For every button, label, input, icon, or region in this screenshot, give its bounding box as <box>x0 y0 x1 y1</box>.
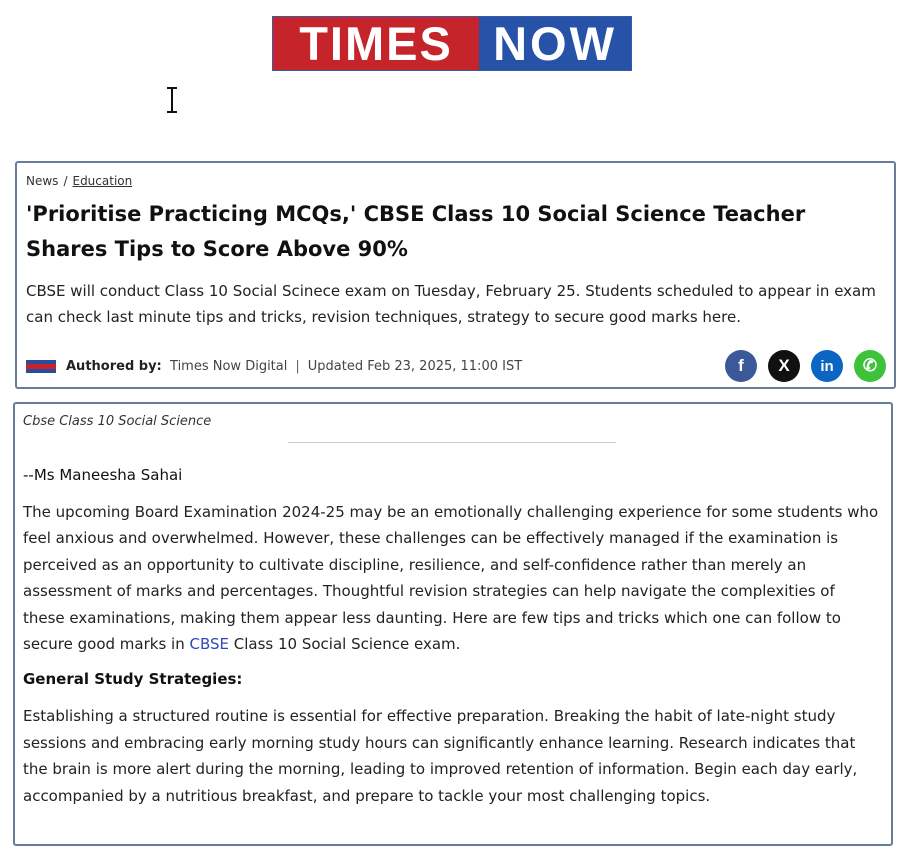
linkedin-icon: in <box>820 357 834 375</box>
para1-text-before: The upcoming Board Examination 2024-25 may be an emotionally challenging experience for some students who feel anxious and overwhelmed. However, these challenges can be effectively managed if the examination is perceived as an opportunity to cultivate discipline, resilience, and self-confidence rather than merely an assessment of marks and percentages. Thoughtful revision strategies can help navigate the complexities of these examinations, making them appear less daunting. Here are few tips and tricks which one can follow to secure good marks in <box>23 503 879 654</box>
linkedin-share-button[interactable] <box>811 350 843 382</box>
body-paragraph-2: Establishing a structured routine is essential for effective preparation. Breaking the habit of late-night study sessions and embracing early morning study hours can significantly enhance learning. Research indicates that the brain is more alert during the morning, leading to improved retention of information. Begin each day early, accompanied by a nutritious breakfast, and prepare to tackle your most challenging topics. <box>23 707 858 805</box>
updated-date: Updated Feb 23, 2025, 11:00 IST <box>307 358 523 374</box>
byline: --Ms Maneesha Sahai <box>23 466 183 484</box>
divider <box>288 442 616 443</box>
facebook-share-button[interactable] <box>725 350 757 382</box>
times-now-logo[interactable] <box>272 16 632 71</box>
breadcrumb-news[interactable]: News <box>26 174 59 188</box>
author-info <box>66 359 287 374</box>
whatsapp-share-button[interactable] <box>854 350 886 382</box>
body-paragraph-1 <box>23 499 881 657</box>
author-label: Authored by: <box>66 358 162 374</box>
logo-now-text: NOW <box>479 17 631 70</box>
article-body-card <box>13 402 893 846</box>
share-buttons <box>725 350 886 382</box>
cbse-link[interactable]: CBSE <box>189 635 229 654</box>
author-name[interactable]: Times Now Digital <box>170 358 288 374</box>
section-heading: General Study Strategies: <box>23 670 243 689</box>
breadcrumb <box>26 171 886 191</box>
article-meta <box>26 351 886 381</box>
meta-separator: | <box>295 358 300 374</box>
whatsapp-icon: ✆ <box>862 356 878 375</box>
x-share-button[interactable] <box>768 350 800 382</box>
logo-times-text: TIMES <box>273 17 479 70</box>
text-cursor-icon <box>164 86 180 114</box>
article-header-card <box>15 161 896 389</box>
breadcrumb-education[interactable]: Education <box>72 174 133 188</box>
article-tag: Cbse Class 10 Social Science <box>23 414 212 429</box>
article-headline: 'Prioritise Practicing MCQs,' CBSE Class 10 Social Science Teacher Shares Tips to Score Above 90% <box>26 202 806 261</box>
x-icon: X <box>778 356 790 375</box>
breadcrumb-separator: / <box>63 174 68 188</box>
article-summary: CBSE will conduct Class 10 Social Scinece exam on Tuesday, February 25. Students scheduled to appear in exam can check last minute tips and tricks, revision techniques, strategy to secure good marks here. <box>26 282 876 326</box>
para1-text-after: Class 10 Social Science exam. <box>228 635 461 654</box>
author-logo-icon <box>26 360 56 373</box>
facebook-icon: f <box>738 356 744 375</box>
